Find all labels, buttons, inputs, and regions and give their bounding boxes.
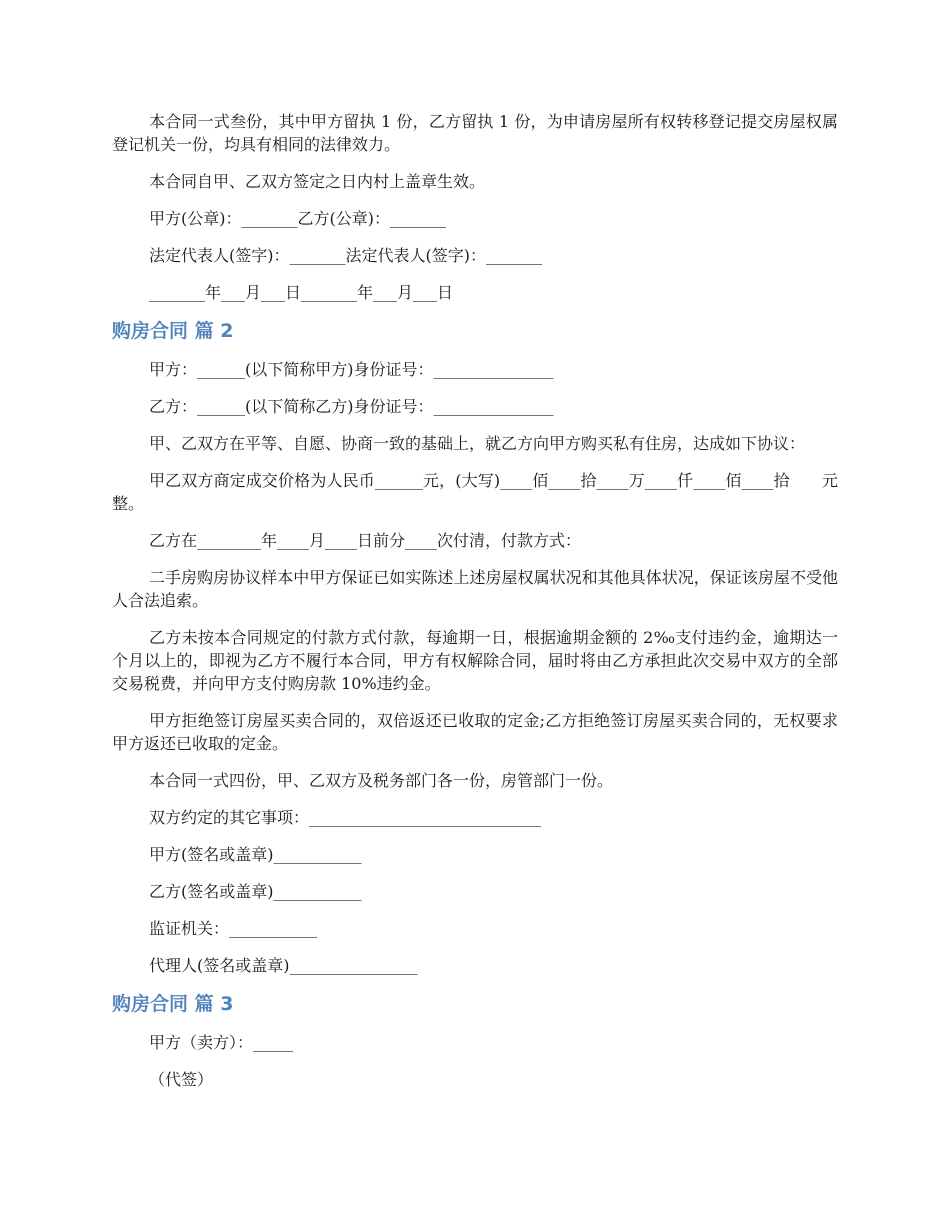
section-heading-3: 购房合同 篇 3: [112, 993, 234, 1015]
paragraph-late-payment: 乙方未按本合同规定的付款方式付款，每逾期一日，根据逾期金额的 2‰支付违约金，逾期达一个月以上的，即视为乙方不履行本合同，甲方有权解除合同，届时将由乙方承担此次交易中双方的全部交易税费，并向甲方支付购房款 10%违约金。: [112, 628, 838, 693]
party-b-line: 乙方：______(以下简称乙方)身份证号：_______________: [149, 397, 554, 416]
paragraph-seller-guarantee: 二手房购房协议样本中甲方保证已如实陈述上述房屋权属状况和其他具体状况，保证该房屋不受他人合法追索。: [112, 568, 838, 610]
agent-signature-line: 代理人(签名或盖章)________________: [149, 956, 418, 975]
paragraph-payment-schedule: 乙方在________年____月____日前分____次付清，付款方式：: [149, 531, 582, 550]
paragraph-effective-clause: 本合同自甲、乙双方签定之日内村上盖章生效。: [149, 172, 486, 191]
notary-line: 监证机关：___________: [149, 919, 318, 938]
seller-line: 甲方（卖方）：_____: [149, 1033, 294, 1052]
other-matters-line: 双方约定的其它事项：_____________________________: [149, 808, 542, 827]
signature-line-seals: 甲方(公章)：_______乙方(公章)：_______: [149, 209, 446, 228]
paragraph-copies-four: 本合同一式四份，甲、乙双方及税务部门各一份，房管部门一份。: [149, 771, 614, 790]
paragraph-deposit: 甲方拒绝签订房屋买卖合同的，双倍返还已收取的定金;乙方拒绝签订房屋买卖合同的，无权要求甲方返还已收取的定金。: [112, 711, 838, 753]
paragraph-price: 甲乙双方商定成交价格为人民币______元，(大写)____佰____拾____万____仟____佰____拾 元整。: [112, 471, 838, 513]
party-a-line: 甲方：______(以下简称甲方)身份证号：_______________: [149, 360, 554, 379]
document-body: [112, 110, 838, 1105]
paragraph-agreement-intro: 甲、乙双方在平等、自愿、协商一致的基础上，就乙方向甲方购买私有住房，达成如下协议：: [149, 434, 806, 453]
signature-line-dates: _______年___月___日_______年___月___日: [149, 283, 454, 302]
party-b-signature-line: 乙方(签名或盖章)___________: [149, 882, 362, 901]
section-heading-2: 购房合同 篇 2: [112, 320, 234, 342]
party-a-signature-line: 甲方(签名或盖章)___________: [149, 845, 362, 864]
signature-line-representatives: 法定代表人(签字)：_______法定代表人(签字)：_______: [149, 246, 542, 265]
proxy-note: （代签）: [149, 1070, 214, 1089]
paragraph-copies-clause: 本合同一式叁份，其中甲方留执 1 份，乙方留执 1 份，为申请房屋所有权转移登记提交房屋权属登记机关一份，均具有相同的法律效力。: [112, 112, 838, 154]
